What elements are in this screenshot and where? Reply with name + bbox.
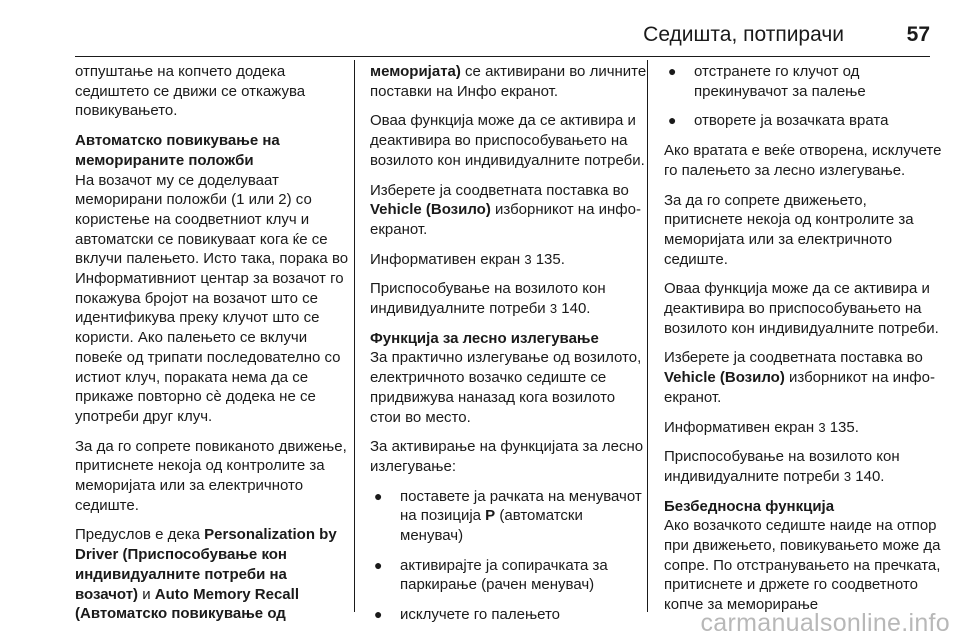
text-run: и [138, 585, 155, 603]
see-arrow-icon: 3 [818, 419, 826, 435]
cross-reference[interactable] [370, 279, 648, 318]
text-run: (автоматски менувач) [400, 507, 583, 545]
bullet-list [370, 487, 648, 625]
setting-name: Auto Memory Recall (Автоматско повикување од [75, 585, 299, 623]
page-reference: 135. [531, 250, 565, 268]
text-run: активирајте ја сопирачката за паркирање (рачен менувач) [400, 556, 608, 594]
text-run: отворете ја возачката врата [694, 112, 889, 130]
paragraph [370, 62, 648, 101]
column-3 [664, 62, 942, 615]
text-run: Информативен екран [370, 250, 525, 268]
setting-name: Personalization by Driver (Приспособување кон индивидуалните потреби на возачот) [75, 526, 337, 603]
list-item [370, 605, 648, 625]
gear-position: P [485, 507, 496, 525]
page-number: 57 [906, 23, 930, 46]
paragraph: Оваа функција може да се активира и деактивира во приспособувањето на возилото кон индивидуалните потреби. [370, 112, 645, 169]
paragraph: Ако вратата е веќе отворена, исклучете го палењето за лесно излегување. [664, 142, 942, 179]
text-run: исклучете го палењето [400, 606, 561, 624]
text-run: Изберете ја соодветната поставка во [664, 349, 923, 367]
column-1 [75, 62, 353, 624]
column-2 [370, 62, 648, 635]
text-run: Приспособување на возилото кон индивидуалните потреби [664, 448, 900, 485]
list-item [664, 62, 942, 101]
text-run: се активирани во личните поставки на Инфо екранот. [370, 63, 647, 100]
text-run: Приспособување на возилото кон индивидуалните потреби [370, 280, 606, 318]
page-reference: 140. [851, 467, 885, 485]
paragraph [664, 348, 942, 407]
text-run: изборникот на инфо-екранот. [370, 201, 641, 238]
header-divider [75, 56, 930, 57]
column-divider-left [354, 60, 355, 612]
bullet-icon: ● [668, 63, 677, 79]
section-heading: Безбедносна функција [664, 497, 835, 515]
bullet-icon: ● [668, 112, 677, 129]
page-header [0, 0, 960, 58]
menu-name: Vehicle (Возило) [664, 369, 785, 387]
list-item [370, 487, 648, 546]
section-heading: Функција за лесно излегување [370, 329, 599, 347]
paragraph: За да го сопрете движењето, притиснете некоја од контролите за меморијата или за електричното седиште. [664, 191, 914, 268]
paragraph: За да го сопрете повиканото движење, притиснете некоја од контролите за меморијата или за електричното седиште. [75, 437, 347, 514]
text-run: поставете ја рачката на менувачот на позиција [400, 487, 642, 525]
text-run: Изберете ја соодветната поставка во [370, 181, 629, 199]
see-arrow-icon: 3 [524, 251, 532, 267]
paragraph: На возачот му се доделуваат меморирани положби (1 или 2) со користење на соодветниот клуч и автоматски се повикуваат кога ќе се вклучи палењето. Исто така, порака во Информативниот центар за возачот го покажува бројот на возачот што се идентификува преку клучот што се користи. Ако палењето се вклучи повеќе од трипати последователно со истиот клуч, пораката нема да се прикаже повторно сѐ додека не се употреби друг клуч. [75, 171, 349, 425]
paragraph: За активирање на функцијата за лесно излегување: [370, 438, 644, 475]
text-run: изборникот на инфо-екранот. [664, 369, 935, 406]
see-arrow-icon: 3 [843, 468, 852, 484]
cross-reference[interactable] [664, 418, 942, 438]
section-title: Седишта, потпирачи [643, 23, 844, 46]
watermark: carmanualsonline.info [700, 609, 950, 637]
setting-name: меморијата) [370, 63, 461, 80]
paragraph: Ако возачкото седиште наиде на отпор при движењето, повикувањето може да сопре. По отстранувањето на пречката, притиснете и држете го соодветното копче за меморирање [664, 517, 941, 614]
section-heading: Автоматско повикување на меморираните положби [75, 132, 280, 169]
bullet-icon: ● [374, 487, 383, 504]
page-reference: 140. [557, 300, 591, 318]
bullet-icon: ● [374, 606, 383, 623]
paragraph [370, 181, 648, 240]
text-run: отстранете го клучот од прекинувачот за палење [694, 63, 866, 100]
paragraph: За практично излегување од возилото, електричното возачко седиште се придвижува наназад кога возилото стои во место. [370, 349, 642, 426]
paragraph: Оваа функција може да се активира и деактивира во приспособувањето на возилото кон индивидуалните потреби. [664, 280, 939, 337]
page-reference: 135. [825, 418, 859, 436]
cross-reference[interactable] [370, 250, 648, 270]
bullet-icon: ● [374, 556, 383, 573]
list-item [370, 556, 648, 595]
list-item [664, 111, 942, 131]
paragraph: отпуштање на копчето додека седиштето се движи се откажува повикувањето. [75, 63, 306, 120]
paragraph [75, 525, 353, 624]
bullet-list [664, 62, 942, 131]
menu-name: Vehicle (Возило) [370, 201, 491, 219]
text-run: Информативен екран [664, 418, 819, 436]
see-arrow-icon: 3 [549, 301, 558, 317]
text-run: Предуслов е дека [75, 526, 205, 544]
cross-reference[interactable] [664, 447, 942, 486]
